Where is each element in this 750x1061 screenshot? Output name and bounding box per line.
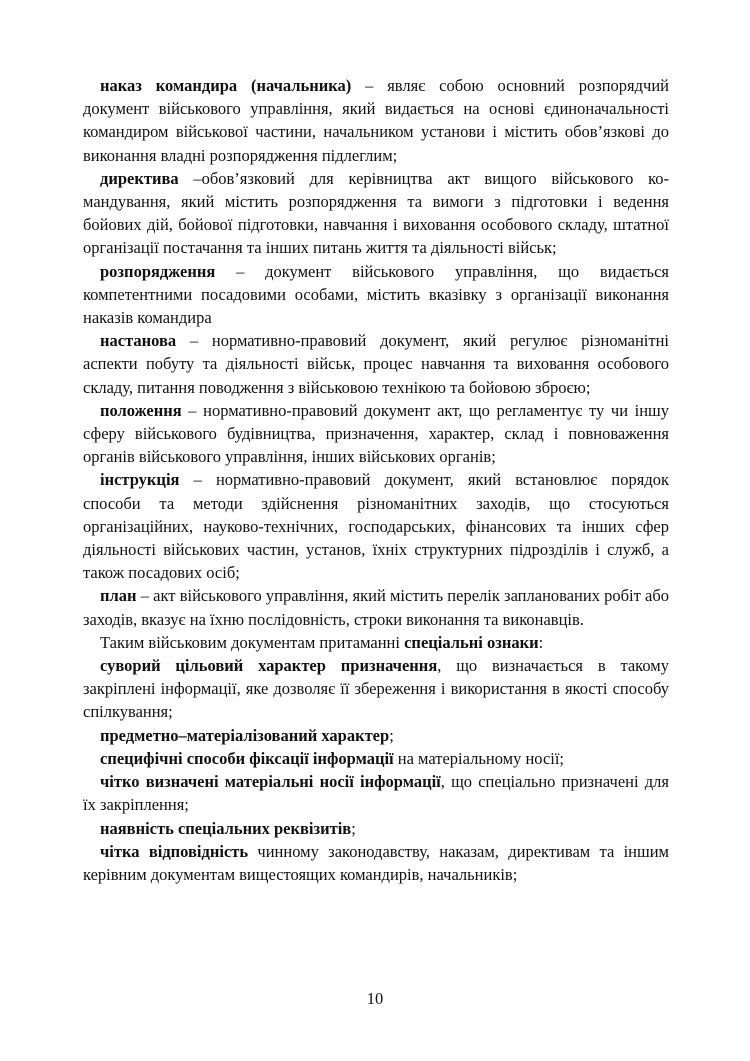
definition-feature-compliance: чинному законодавству, наказам, директивам та іншим керівним документам вищестоящих командирів, начальників;	[83, 841, 669, 884]
paragraph-regulation	[83, 399, 669, 469]
definition-feature-carriers: , що спеціально призначені для їх закріплення;	[83, 772, 669, 815]
definition-regulation: – нормативно-правовий документ акт, що регламентує ту чи іншу сферу військового будівництва, призначення, характер, склад і повноваження органів військового управління, інших військових органів;	[83, 400, 669, 467]
term-directive: директива	[100, 168, 179, 188]
definition-feature-purpose: , що визначається в такому закріплені інформації, яке дозволяє її збереження і використання в якості способу спілкування;	[83, 656, 669, 722]
definition-directive: –обов’язковий для керівництва акт вищого військового командування, який містить розпорядження та вимоги з підготовки і ведення бойових дій, бойової підготовки, навчання і виховання особового складу, штатної організації постачання та інших питань життя та діяльності військ;	[83, 168, 669, 258]
term-feature-purpose: суворий цільовий характер призначення	[100, 656, 438, 676]
paragraph-instruction	[83, 468, 669, 584]
term-instruction: інструкція	[100, 470, 180, 490]
features-intro-colon: :	[538, 632, 544, 652]
term-disposition: розпорядження	[100, 261, 216, 281]
definition-feature-requisites: ;	[351, 818, 356, 838]
paragraph-feature-recording	[83, 747, 669, 770]
paragraph-manual	[83, 329, 669, 399]
term-feature-requisites: наявність спеціальних реквізитів	[100, 818, 352, 838]
term-feature-recording: специфічні способи фіксації інформації	[100, 748, 394, 768]
paragraph-feature-compliance	[83, 840, 669, 886]
paragraph-plan	[83, 584, 669, 630]
paragraph-feature-purpose	[83, 654, 669, 724]
features-intro-lead: Таким військовим документам притаманні	[100, 632, 405, 652]
definition-plan: – акт військового управління, який містить перелік запланованих робіт або заходів, вказує на їхню послідовність, строки виконання та виконавців.	[83, 586, 669, 629]
paragraph-features-intro	[83, 631, 669, 654]
paragraph-directive	[83, 167, 669, 260]
paragraph-order	[83, 74, 669, 167]
term-special-features: спеціальні ознаки	[404, 632, 539, 652]
definition-disposition: – документ військового управління, що видається компетентними посадовими особами, містить вказівку з організації виконання наказів командира	[83, 261, 669, 328]
page-number: 10	[366, 989, 384, 1008]
term-manual: настанова	[100, 331, 177, 351]
paragraph-feature-carriers	[83, 770, 669, 816]
definition-feature-recording: на матеріальному носії;	[393, 748, 565, 768]
term-order: наказ командира (начальника)	[100, 76, 352, 95]
term-plan: план	[100, 586, 137, 606]
definition-order: – являє собою основний розпорядчий документ військового управління, який видається на основі єдиноначальності командиром військової частини, начальником установи і містить обов’язкові до виконання владні розпорядження підлеглим;	[83, 76, 669, 165]
definition-instruction: – нормативно-правовий документ, який встановлює порядок способи та методи здійснення різноманітних заходів, що стосуються організаційних, науково-технічних, господарських, фінансових та інших сфер діяльності військових частин, установ, їхніх структурних підрозділів і служб, а також посадових осіб;	[83, 470, 669, 583]
paragraph-feature-material	[83, 724, 669, 747]
definition-feature-material: ;	[389, 725, 394, 745]
definition-manual: – нормативно-правовий документ, який регулює різноманітні аспекти побуту та діяльності військ, процес навчання та виховання особового складу, питання поводження з військовою технікою та бойовою зброєю;	[83, 331, 669, 397]
page-body-text	[83, 74, 669, 886]
term-feature-carriers: чітко визначені матеріальні носії інформації	[100, 772, 441, 792]
term-feature-compliance: чітка відповідність	[100, 841, 249, 861]
term-feature-material: предметно–матеріалізований характер	[100, 725, 390, 745]
paragraph-feature-requisites	[83, 817, 669, 840]
term-regulation: положення	[100, 400, 182, 420]
paragraph-disposition	[83, 260, 669, 330]
